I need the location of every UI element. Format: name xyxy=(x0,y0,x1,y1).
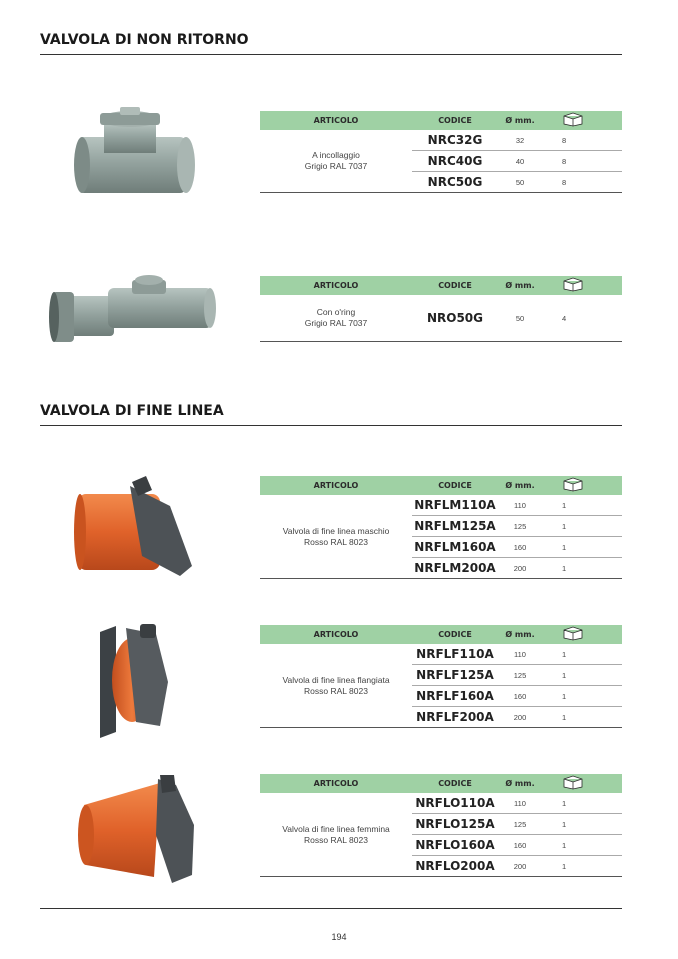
diameter-value: 160 xyxy=(513,840,527,850)
desc-line-2: Grigio RAL 7037 xyxy=(304,318,368,328)
package-qty: 1 xyxy=(562,712,567,722)
diameter-value: 160 xyxy=(513,691,527,701)
product-table-nrflf xyxy=(260,625,622,728)
diameter-value: 32 xyxy=(515,135,525,145)
package-qty: 1 xyxy=(562,861,567,871)
package-qty: 1 xyxy=(562,840,567,850)
package-qty: 1 xyxy=(562,521,567,531)
diameter-value: 125 xyxy=(513,521,527,531)
section-title-fine-linea: VALVOLA DI FINE LINEA xyxy=(40,403,622,426)
package-qty: 8 xyxy=(562,135,567,145)
table-body xyxy=(260,644,622,728)
diameter-value: 40 xyxy=(515,156,525,166)
header-diametro: Ø mm. xyxy=(505,281,535,290)
table-row xyxy=(412,855,622,876)
product-code: NRFLO200A xyxy=(415,859,495,873)
product-code: NRFLF160A xyxy=(416,689,494,703)
table-body xyxy=(260,495,622,579)
table-row xyxy=(412,308,622,328)
table-row xyxy=(412,644,622,664)
product-image-nrflf xyxy=(96,622,176,740)
desc-line-2: Rosso RAL 8023 xyxy=(304,536,368,547)
table-body xyxy=(260,295,622,342)
diameter-value: 200 xyxy=(513,563,527,573)
table-body xyxy=(260,130,622,193)
product-image-nrflm xyxy=(72,476,197,578)
desc-line-1: Con o'ring xyxy=(316,307,356,317)
box-icon xyxy=(542,277,622,294)
table-header xyxy=(260,476,622,495)
header-codice: CODICE xyxy=(438,630,472,639)
header-articolo: ARTICOLO xyxy=(313,779,359,788)
box-icon xyxy=(542,112,622,129)
product-code: NRC40G xyxy=(427,154,483,168)
table-header xyxy=(260,111,622,130)
box-icon xyxy=(542,477,622,494)
product-code: NRFLO160A xyxy=(415,838,495,852)
table-row xyxy=(412,793,622,813)
footer-divider xyxy=(40,908,622,909)
product-table-nrflm xyxy=(260,476,622,579)
section-title-non-ritorno: VALVOLA DI NON RITORNO xyxy=(40,32,622,55)
diameter-value: 160 xyxy=(513,542,527,552)
product-code: NRFLO125A xyxy=(415,817,495,831)
header-diametro: Ø mm. xyxy=(505,630,535,639)
header-codice: CODICE xyxy=(438,481,472,490)
table-row xyxy=(412,664,622,685)
product-code: NRO50G xyxy=(426,311,484,325)
desc-line-1: Valvola di fine linea maschio xyxy=(282,525,390,536)
diameter-value: 125 xyxy=(513,819,527,829)
product-code: NRFLM160A xyxy=(414,540,496,554)
product-code: NRFLM110A xyxy=(414,498,496,512)
header-codice: CODICE xyxy=(438,779,472,788)
header-articolo: ARTICOLO xyxy=(313,281,359,290)
table-row xyxy=(412,813,622,834)
table-row xyxy=(412,495,622,515)
desc-line-1: A incollaggio xyxy=(312,150,360,160)
header-articolo: ARTICOLO xyxy=(313,630,359,639)
package-qty: 1 xyxy=(562,563,567,573)
table-row xyxy=(412,834,622,855)
package-qty: 1 xyxy=(562,649,567,659)
header-diametro: Ø mm. xyxy=(505,779,535,788)
desc-line-1: Valvola di fine linea femmina xyxy=(282,823,390,834)
product-code: NRFLF125A xyxy=(416,668,494,682)
product-code: NRC32G xyxy=(427,133,483,147)
desc-line-2: Rosso RAL 8023 xyxy=(304,685,368,696)
table-header xyxy=(260,774,622,793)
diameter-value: 110 xyxy=(514,500,526,510)
header-diametro: Ø mm. xyxy=(505,481,535,490)
package-qty: 1 xyxy=(562,500,567,510)
diameter-value: 200 xyxy=(513,712,527,722)
table-row xyxy=(412,130,622,150)
diameter-value: 200 xyxy=(513,861,527,871)
package-qty: 8 xyxy=(562,156,567,166)
page-number: 194 xyxy=(331,932,347,942)
package-qty: 1 xyxy=(562,819,567,829)
box-icon xyxy=(542,775,622,792)
table-row xyxy=(412,557,622,578)
table-row xyxy=(412,536,622,557)
package-qty: 1 xyxy=(562,691,567,701)
diameter-value: 50 xyxy=(515,313,525,323)
package-qty: 4 xyxy=(562,313,567,323)
table-header xyxy=(260,625,622,644)
header-articolo: ARTICOLO xyxy=(313,481,359,490)
product-image-nrflo xyxy=(76,775,201,885)
header-articolo: ARTICOLO xyxy=(313,116,359,125)
diameter-value: 110 xyxy=(514,649,526,659)
article-description xyxy=(260,495,412,578)
product-code: NRFLF200A xyxy=(416,710,494,724)
table-header xyxy=(260,276,622,295)
header-diametro: Ø mm. xyxy=(505,116,535,125)
table-body xyxy=(260,793,622,877)
article-description xyxy=(260,130,412,192)
product-table-nro xyxy=(260,276,622,342)
desc-line-2: Rosso RAL 8023 xyxy=(304,834,368,845)
article-description xyxy=(260,644,412,727)
table-row xyxy=(412,171,622,192)
package-qty: 1 xyxy=(562,798,567,808)
product-code: NRFLM200A xyxy=(414,561,496,575)
product-code: NRFLO110A xyxy=(415,796,495,810)
header-codice: CODICE xyxy=(438,281,472,290)
product-image-nro xyxy=(48,272,218,350)
package-qty: 1 xyxy=(562,670,567,680)
header-codice: CODICE xyxy=(438,116,472,125)
table-row xyxy=(412,706,622,727)
diameter-value: 125 xyxy=(513,670,527,680)
product-table-nrflo xyxy=(260,774,622,877)
article-description xyxy=(260,793,412,876)
table-row xyxy=(412,515,622,536)
desc-line-1: Valvola di fine linea flangiata xyxy=(282,674,390,685)
product-code: NRC50G xyxy=(427,175,483,189)
product-code: NRFLM125A xyxy=(414,519,496,533)
package-qty: 8 xyxy=(562,177,567,187)
product-code: NRFLF110A xyxy=(416,647,494,661)
desc-line-2: Grigio RAL 7037 xyxy=(304,161,368,171)
diameter-value: 110 xyxy=(514,798,526,808)
article-description xyxy=(260,295,412,341)
table-row xyxy=(412,685,622,706)
package-qty: 1 xyxy=(562,542,567,552)
diameter-value: 50 xyxy=(515,177,525,187)
box-icon xyxy=(542,626,622,643)
product-image-nrc xyxy=(70,105,200,205)
product-table-nrc xyxy=(260,111,622,193)
table-row xyxy=(412,150,622,171)
